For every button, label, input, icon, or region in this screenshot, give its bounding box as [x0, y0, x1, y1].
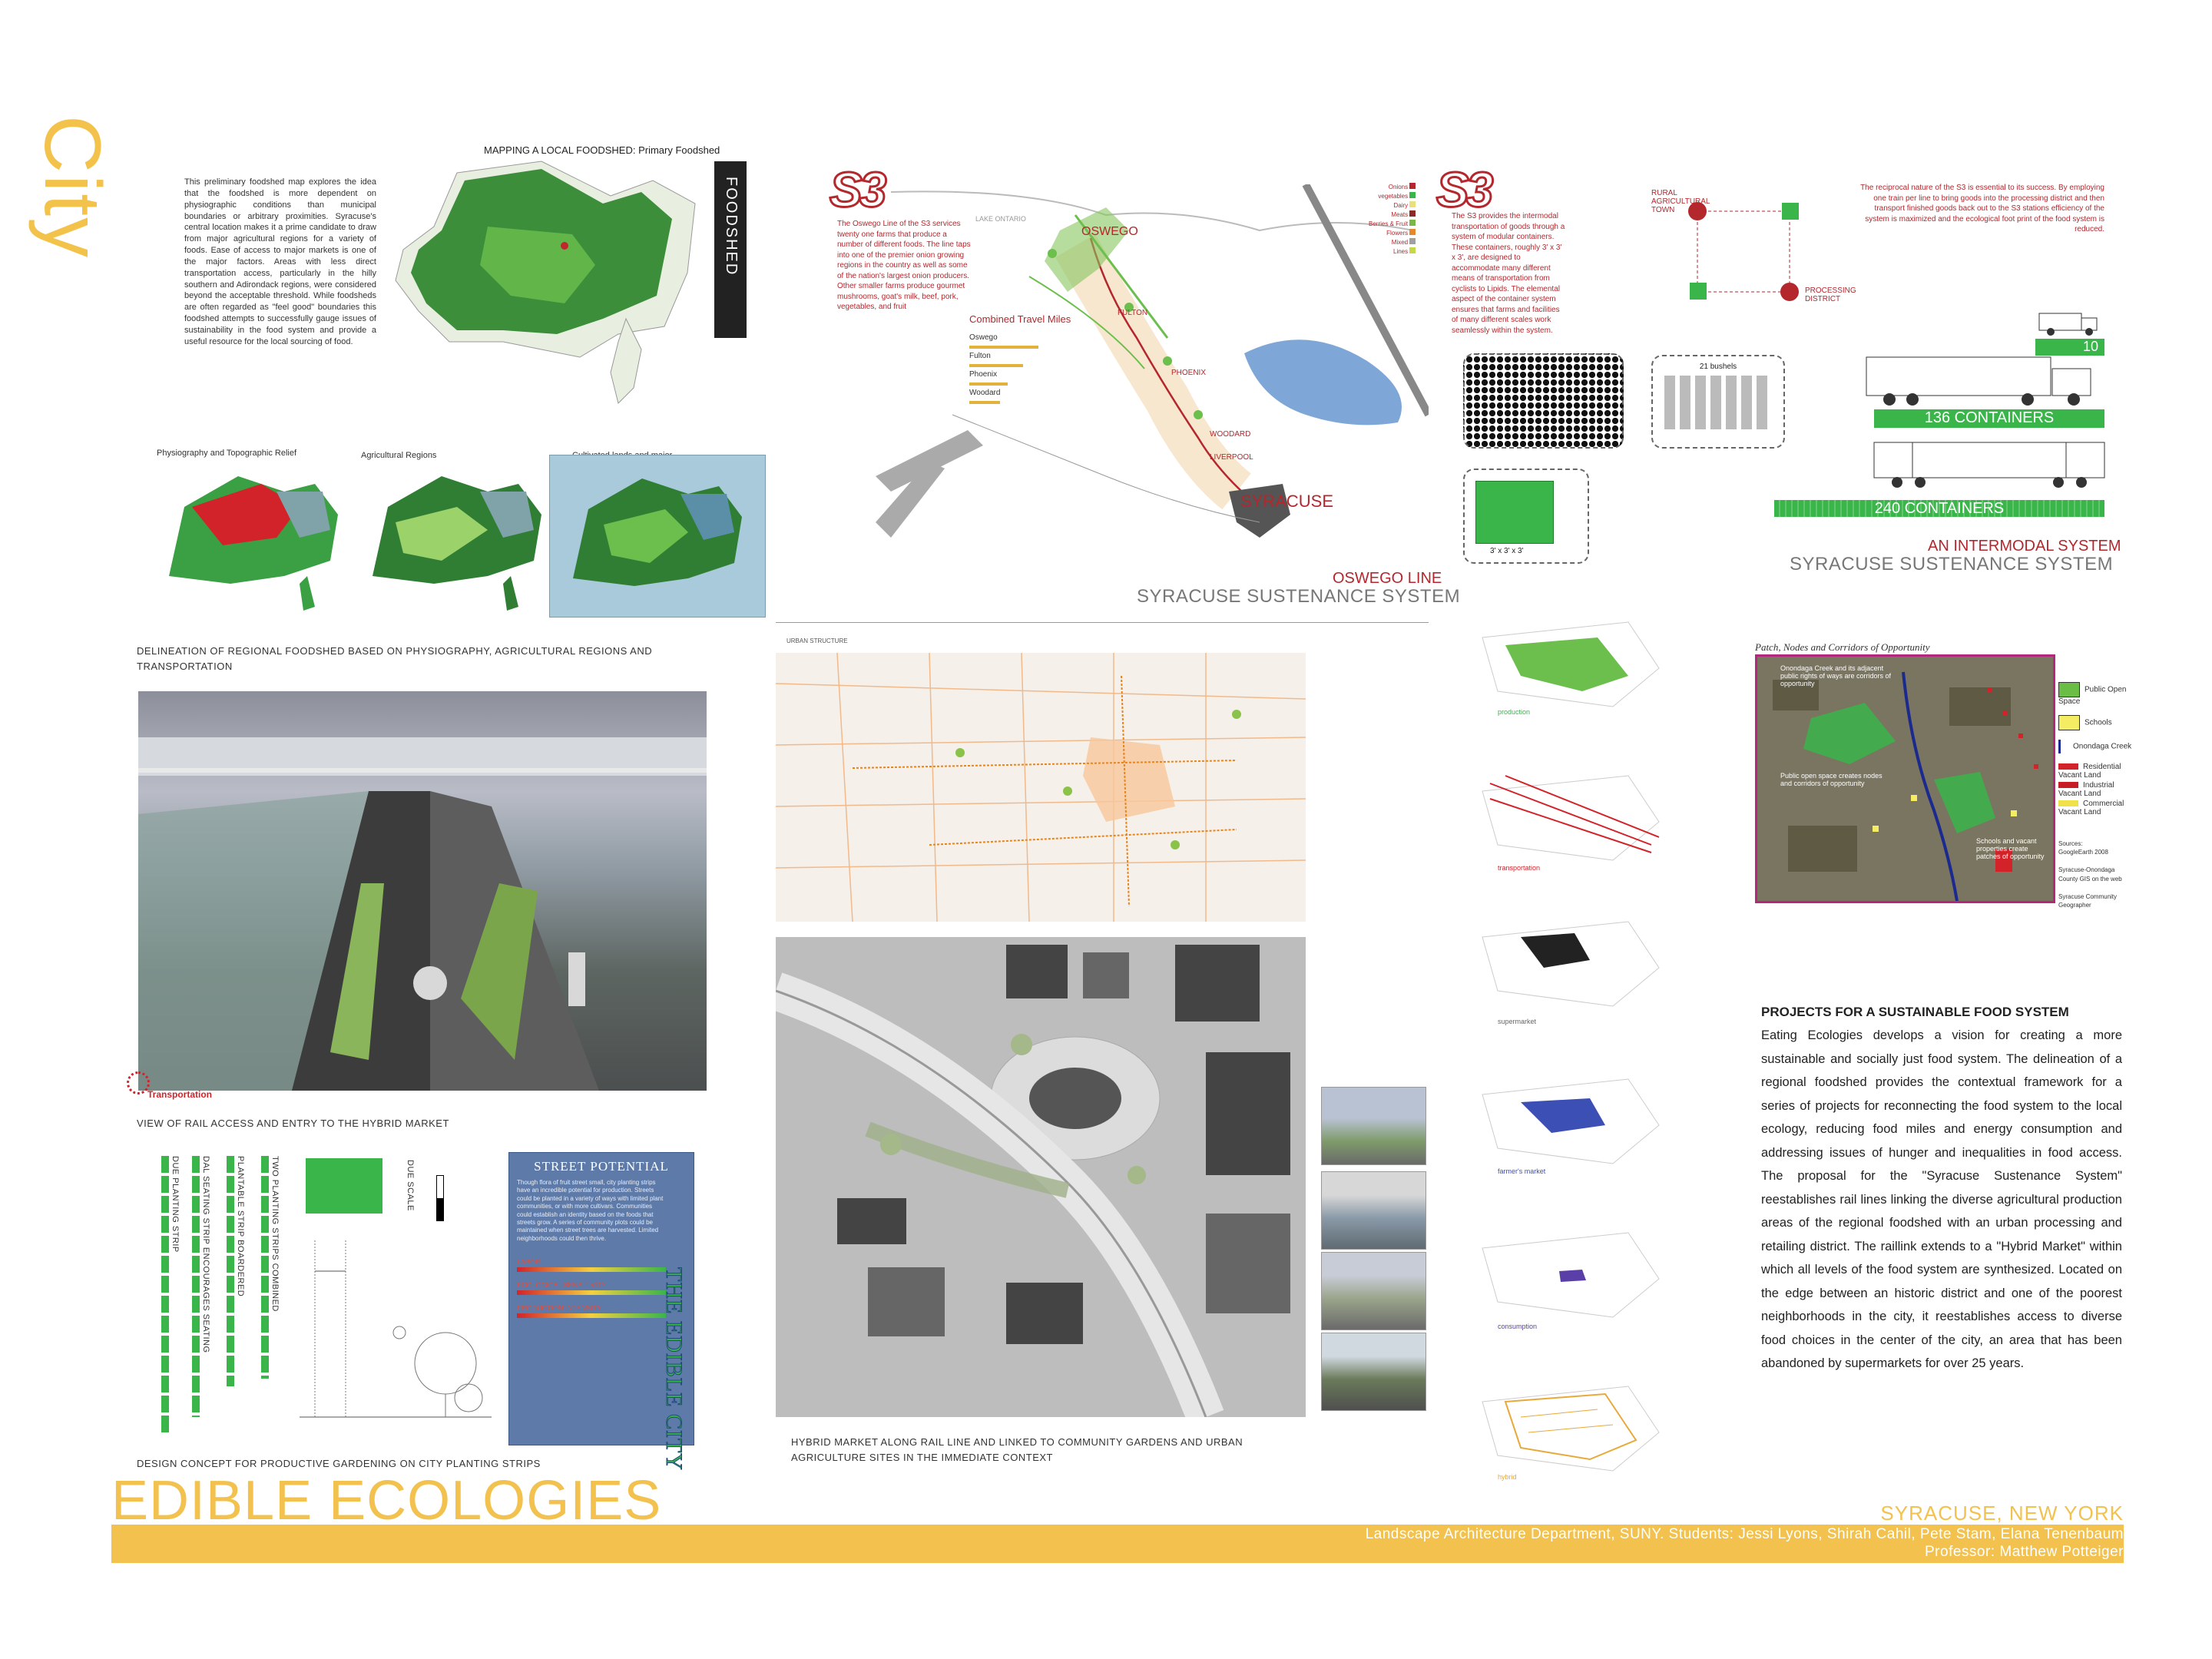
- urban-caption-2: AGRICULTURE SITES IN THE IMMEDIATE CONTEXT: [791, 1452, 1053, 1463]
- bushel-box: [1651, 355, 1785, 449]
- legend-commercial: Commercial Vacant Land: [2058, 800, 2124, 816]
- foodshed-paragraph: This preliminary foodshed map explores the idea that the foodshed is more dependent on physiographic conditions than municipal boundaries or arbitrary proximities. Syracuse's central location makes it a prime candidate to draw from major agricultural regions for a variety of foods. Ease of access to major markets is one of the major factors. Areas with less direct transportation access, particularly in the hilly southern and Adirondack regions, were considered beyond the acceptable threshold. While foodsheds are often regarded as "feel good" boundaries this foodshed attempts to successfully gauge issues of sustainability in the food system and provide a useful resource for the local sourcing of food.: [184, 177, 376, 346]
- place-fulton: FULTON: [1118, 309, 1148, 317]
- indicator-production: PRODUCTION INTENSITY: [517, 1304, 602, 1313]
- legend-schools: Schools: [2058, 715, 2135, 730]
- oswego-paragraph: The Oswego Line of the S3 services twenty one farms that produce a number of different foods. The line taps into one of the premier onion growing regions in the country as well as some of the nation's largest onion producers. Other smaller farms produce gourmet mushrooms, goat's milk, beef, pork, vegetables, and fruit: [837, 220, 971, 311]
- indicator-ecological: ECOLOGICAL SENSITIVITY: [517, 1281, 606, 1290]
- legend-dairy: Dairy: [1369, 201, 1416, 210]
- legend-open-space: Public Open Space: [2058, 682, 2135, 706]
- oswego-legend: [1369, 183, 1416, 257]
- diagram-transportation: [1475, 760, 1674, 876]
- small-truck: [2035, 307, 2104, 338]
- combined-miles-label: Combined Travel Miles: [969, 313, 1071, 325]
- oswego-title-1: OSWEGO LINE: [1333, 570, 1442, 587]
- legend-flowers: Flowers: [1369, 229, 1416, 238]
- vlabel-2: DAL SEATING STRIP ENCOURAGES SEATING: [201, 1156, 210, 1353]
- legend-lines: Lines: [1369, 247, 1416, 257]
- route-label-fulton: Fulton: [969, 352, 991, 360]
- footer-title: EDIBLE ECOLOGIES: [111, 1470, 662, 1532]
- photo-1: [1321, 1087, 1426, 1165]
- footer-professor: Professor: Matthew Potteiger: [1925, 1544, 2124, 1560]
- diagram-supermarket: [1475, 906, 1674, 1022]
- intermodal-logo: S3: [1436, 162, 1491, 217]
- place-syracuse: SYRACUSE: [1240, 492, 1334, 511]
- count-10-badge: 10: [2035, 339, 2104, 356]
- semi-truck: [1859, 349, 2104, 411]
- intermodal-right-paragraph: The reciprocal nature of the S3 is essential to its success. By employing one train per line to bring goods into the processing district and then transport finished goods back out to the S3 stations efficiency of the system is maximized and the ecological foot print of the food system is reduced.: [1860, 184, 2104, 233]
- hybrid-market-plan: [776, 937, 1306, 1417]
- route-label-woodard: Woodard: [969, 389, 1001, 397]
- footer-city: SYRACUSE, NEW YORK: [1880, 1502, 2124, 1525]
- scale-bar: [436, 1175, 444, 1221]
- legend-berries: Berries & Fruit: [1369, 220, 1416, 229]
- container-cube: [1475, 481, 1554, 544]
- patches-sources: Sources: GoogleEarth 2008 Syracuse-Onondaga County GIS on the web Syracuse Community Geographer: [2058, 840, 2122, 909]
- urban-structure-map: [776, 653, 1306, 922]
- legend-meats: Meats: [1369, 210, 1416, 220]
- diagram-farmers-market: [1475, 1064, 1674, 1179]
- rail-rendering: [138, 691, 707, 1091]
- foodshed-map-title: MAPPING A LOCAL FOODSHED: Primary Foodshed: [484, 144, 720, 156]
- vlabel-4: TWO PLANTING STRIPS COMBINED: [270, 1156, 280, 1312]
- footer-credits: Landscape Architecture Department, SUNY. Students: Jessi Lyons, Shirah Cahil, Pete Stam, Elana Tenenbaum: [1365, 1526, 2124, 1542]
- container-dim: 3' x 3' x 3': [1490, 547, 1524, 555]
- cultivated-map: [550, 455, 765, 617]
- projects-paragraph: Eating Ecologies develops a vision for creating a more sustainable and socially just food system. The delineation of a regional foodshed provides the contextual framework for a series of projects for reconnecting the food system to the local ecology, reducing food miles and energy consumption and addressing issues of hunger and inequalities in food access. The proposal for the "Syracuse Sustenance System" reestablishes rail lines linking the diverse agricultural production areas of the regional foodshed with an urban processing and retailing district. The raillink extends to a "Hybrid Market" within which all levels of the food system are synthesized. Located on the edge between an historic district and one of the poorest neighborhoods in the city, it reestablishes access to diverse food choices in the center of the city, an area that has been abandoned by supermarkets for over 25 years.: [1761, 1028, 2122, 1370]
- count-240-bar: 240 CONTAINERS: [1774, 500, 2104, 517]
- diagram-hybrid: [1475, 1371, 1674, 1486]
- planting-caption: DESIGN CONCEPT FOR PRODUCTIVE GARDENING ON CITY PLANTING STRIPS: [137, 1458, 541, 1469]
- intermodal-title-1: AN INTERMODAL SYSTEM: [1928, 538, 2121, 555]
- side-title: City: [28, 115, 117, 260]
- rail-caption: VIEW OF RAIL ACCESS AND ENTRY TO THE HYBRID MARKET: [137, 1118, 449, 1129]
- foodshed-caption-2: TRANSPORTATION: [137, 661, 233, 672]
- place-woodard: WOODARD: [1210, 430, 1251, 439]
- street-potential-paragraph: Though flora of fruit street small, city planting strips have an incredible potential for production. Streets could be planted in a variety of ways with limited plant communities, or with more cultivars. Communities could establish an identity based on the foods that streets grow. A series of community plots could be maintained when street trees are harvested. Limited neighborhoods could then thrive.: [517, 1179, 664, 1242]
- transport-label: Transportation: [147, 1089, 213, 1100]
- legend-creek: Onondaga Creek: [2058, 740, 2135, 753]
- patches-note-3: Schools and vacant properties create patches of opportunity: [1976, 837, 2045, 860]
- patches-note-2: Public open space creates nodes and corridors of opportunity: [1780, 772, 1883, 787]
- patches-map: [1755, 654, 2055, 903]
- diagram-label-farmers: farmer's market: [1498, 1167, 1546, 1175]
- patches-title: Patch, Nodes and Corridors of Opportunity: [1755, 641, 1930, 653]
- foodshed-tab: [714, 161, 747, 338]
- diagram-label-consumption: consumption: [1498, 1323, 1538, 1330]
- intermodal-paragraph: The S3 provides the intermodal transportation of goods through a system of modular containers. These containers, roughly 3' x 3' x 3', are designed to accommodate many different means of transportation from cyclists to Lipids. The elemental aspect of the container system ensures that farms and facilities of many different scales work seamlessly within the system.: [1452, 212, 1565, 335]
- container-box: [1463, 469, 1589, 564]
- projects-heading: PROJECTS FOR A SUSTAINABLE FOOD SYSTEM: [1761, 1005, 2069, 1019]
- foodshed-map: [388, 157, 718, 411]
- route-label-oswego: Oswego: [969, 333, 998, 342]
- foodshed-caption-1: DELINEATION OF REGIONAL FOODSHED BASED ON PHYSIOGRAPHY, AGRICULTURAL REGIONS AND: [137, 645, 653, 657]
- diagram-label-production: production: [1498, 708, 1531, 716]
- route-labels: [969, 330, 1038, 404]
- scale-label: DUE SCALE: [406, 1160, 415, 1211]
- oswego-divider: [776, 622, 1429, 623]
- diagram-label-supermarket: supermarket: [1498, 1018, 1537, 1025]
- oswego-map: [876, 184, 1429, 576]
- street-potential-title: STREET POTENTIAL: [534, 1159, 669, 1174]
- bushel-label: 21 bushels: [1699, 363, 1737, 371]
- small-map-label-1: Physiography and Topographic Relief: [157, 449, 297, 458]
- legend-vegetables: vegetables: [1369, 192, 1416, 201]
- physiography-map: [161, 461, 346, 614]
- indicator-labor: LABOR: [517, 1258, 541, 1267]
- diagram-consumption: [1475, 1217, 1674, 1333]
- urban-caption-1: HYBRID MARKET ALONG RAIL LINE AND LINKED TO COMMUNITY GARDENS AND URBAN: [791, 1436, 1243, 1448]
- legend-onions: Onions: [1369, 183, 1416, 192]
- place-phoenix: PHOENIX: [1171, 369, 1207, 377]
- agricultural-map: [365, 461, 549, 614]
- intermodal-title-2: SYRACUSE SUSTENANCE SYSTEM: [1790, 554, 2114, 575]
- photo-4: [1321, 1333, 1426, 1411]
- node-town-label: RURAL AGRICULTURAL TOWN: [1651, 189, 1710, 214]
- legend-industrial: Industrial Vacant Land: [2058, 781, 2114, 798]
- legend-residential: Residential Vacant Land: [2058, 763, 2121, 780]
- transport-icon: [127, 1071, 150, 1094]
- rail-car: [1866, 436, 2112, 490]
- diagram-label-hybrid: hybrid: [1498, 1473, 1517, 1481]
- route-label-phoenix: Phoenix: [969, 370, 998, 379]
- count-136-bar: 136 CONTAINERS: [1874, 409, 2104, 428]
- urban-structure-label: URBAN STRUCTURE: [786, 637, 848, 644]
- photo-3: [1321, 1252, 1426, 1330]
- place-oswego: OSWEGO: [1081, 225, 1138, 238]
- section-sketch: [284, 1225, 499, 1436]
- diagram-production: [1475, 607, 1674, 722]
- node-processing-label: PROCESSING DISTRICT: [1805, 286, 1856, 303]
- diagram-label-transportation: transportation: [1498, 864, 1541, 872]
- vlabel-3: PLANTABLE STRIP BOARDERED: [236, 1156, 245, 1297]
- oswego-logo: S3: [830, 162, 884, 217]
- cultivated-map-frame: [549, 455, 766, 618]
- place-liverpool: LIVERPOOL: [1210, 453, 1253, 462]
- patches-note-1: Onondaga Creek and its adjacent public rights of ways are corridors of opportunity: [1780, 664, 1892, 687]
- legend-mixed: Mixed: [1369, 238, 1416, 247]
- place-lake: LAKE ONTARIO: [975, 215, 1026, 223]
- edible-city-vertical: THE EDIBLE CITY: [661, 1267, 687, 1471]
- oswego-title-2: SYRACUSE SUSTENANCE SYSTEM: [1137, 586, 1461, 607]
- small-map-label-2: Agricultural Regions: [361, 451, 437, 460]
- foodshed-tab-label: FOODSHED: [723, 177, 740, 276]
- photo-2: [1321, 1171, 1426, 1250]
- pellet-box: [1463, 353, 1624, 449]
- vlabel-1: DUE PLANTING STRIP: [171, 1156, 180, 1253]
- patches-legend: [2058, 682, 2135, 909]
- scale-green-block: [306, 1158, 382, 1214]
